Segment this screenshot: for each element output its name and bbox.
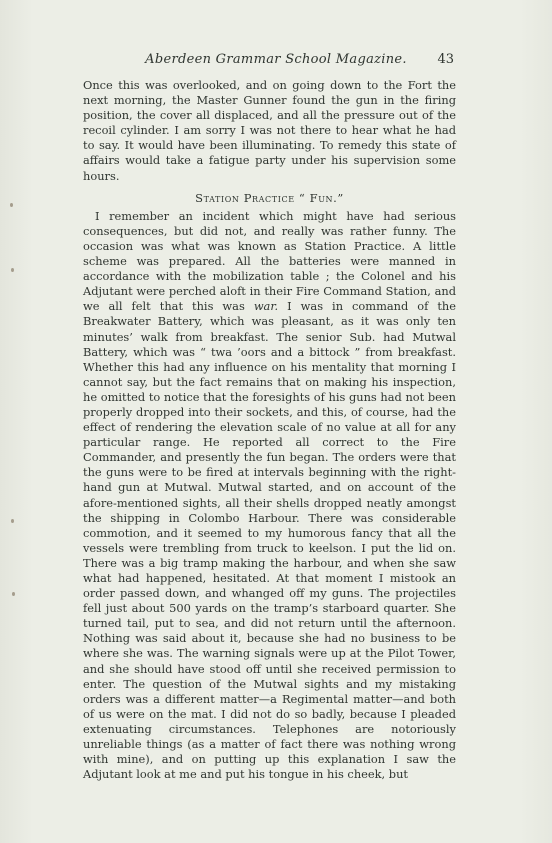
paper-speck (11, 268, 14, 272)
section-heading (83, 191, 456, 207)
paragraph-station-practice (83, 209, 456, 783)
page-header (0, 52, 552, 72)
section-heading-text: Station Practice “ Fun.” (195, 190, 344, 205)
paper-speck (10, 203, 13, 207)
page-number: 43 (437, 52, 454, 67)
paragraph-text-b: I was in command of the Breakwater Battery, which was pleasant, as it was only ten minutes’ walk from breakfast. The senior Sub. had Mutwal Battery, which was “ twa ’oors and a bittock ” from breakfast. Whether this had any influence on his mentality that morning I cannot say, but the fact remains that on making his inspection, he omitted to notice that the foresights of his guns had not been properly dropped into their sockets, and this, of course, had the effect of rendering the elevation scale of no value at all for any particular range. He reported all correct to the Fire Commander, and presently the fun began. The orders were that the guns were to be fired at intervals beginning with the right-hand gun at Mutwal. Mutwal started, and on account of the afore-mentioned sights, all their shells dropped neatly amongst the shipping in Colombo Harbour. There was considerable commotion, and it seemed to my humorous fancy that all the vessels were trembling from truck to keelson. I put the lid on. There was a big tramp making the harbour, and when she saw what had happened, hesitated. At that moment I mistook an order passed down, and whanged off my guns. The projectiles fell just about 500 yards on the tramp’s starboard quarter. She turned tail, put to sea, and did not return until the afternoon. Nothing was said about it, because she had no business to be where she was. The warning signals were up at the Pilot Tower, and she should have stood off until she received permission to enter. The question of the Mutwal sights and my mistaking orders was a different matter—a Regimental matter—and both of us were on the mat. I did not do so badly, because I pleaded extenuating circumstances. Telephones are notoriously unreliable things (as a matter of fact there was nothing wrong with mine), and on putting up this explanation I saw the Adjutant look at me and put his tongue in his cheek, but (83, 299, 457, 782)
paper-speck (12, 592, 15, 596)
italic-war: war. (253, 299, 279, 314)
paragraph-text-a: I remember an incident which might have had serious consequences, but did not, and really was rather funny. The occasion was what was known as Station Practice. A little scheme was prepared. All the batteries were manned in accordance with the mobilization table ; the Colonel and his Adjutant were perched aloft in their Fire Command Station, and we all felt that this was (83, 208, 456, 314)
running-title: Aberdeen Grammar School Magazine. (145, 52, 407, 67)
paragraph-fort: Once this was overlooked, and on going down to the Fort the next morning, the Master Gunner found the gun in the firing position, the cover all displaced, and all the pressure out of the recoil cylinder. I am sorry I was not there to hear what he had to say. It would have been illuminating. To remedy this state of affairs would take a fatigue party under his supervision some hours. (83, 78, 456, 183)
article-text (83, 78, 456, 782)
paper-speck (11, 519, 14, 523)
